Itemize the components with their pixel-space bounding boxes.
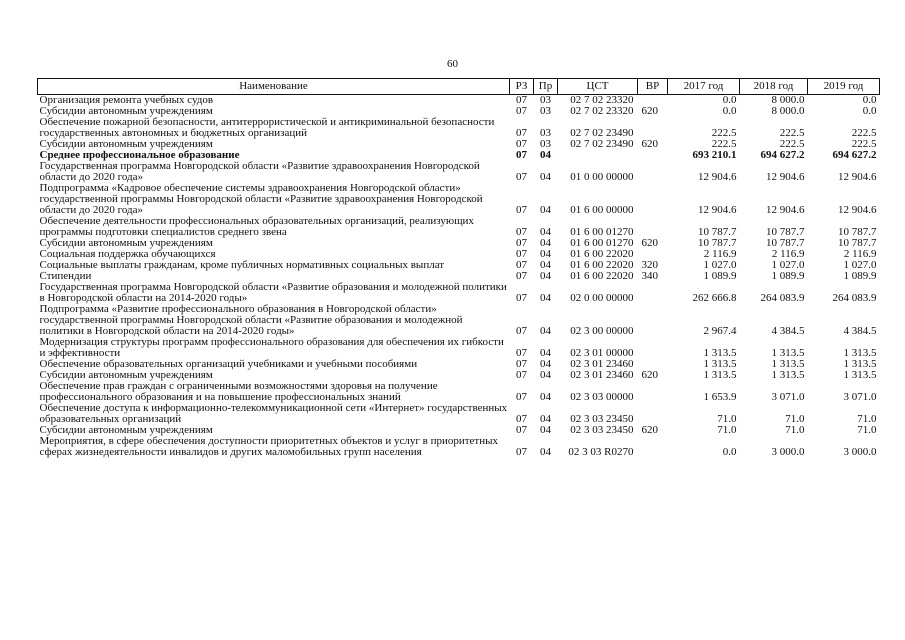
row-vr	[638, 117, 668, 139]
row-pr: 04	[540, 149, 551, 161]
header-2019: 2019 год	[808, 79, 880, 95]
row-2017-value: 71.0	[717, 424, 737, 436]
row-2018-value: 1 313.5	[771, 358, 805, 370]
row-name: Субсидии автономным учреждениям	[39, 237, 213, 249]
table-row	[38, 282, 880, 304]
row-cst: 02 3 01 00000	[570, 347, 634, 359]
row-cst: 02 3 01 23460	[570, 358, 634, 370]
table-row	[38, 337, 880, 359]
row-2018-value: 71.0	[785, 424, 805, 436]
row-vr	[638, 304, 668, 337]
row-2018-value: 264 083.9	[760, 292, 805, 304]
row-cst: 01 6 00 22020	[570, 270, 634, 282]
row-name: Подпрограмма «Развитие профессионального образования в Новгородской области» государственной программы Новгородской области «Развитие образования и молодежной политики в Новгородской области на 2014-2020 годы»	[39, 303, 463, 337]
table-row	[38, 304, 880, 337]
row-2017-value: 0.0	[722, 94, 737, 106]
row-name: Стипендии	[39, 270, 92, 282]
row-name: Государственная программа Новгородской области «Развитие образования и молодежной политики в Новгородской области на 2014-2020 годы»	[39, 281, 507, 304]
row-2019-value: 12 904.6	[838, 171, 877, 183]
row-pr: 04	[540, 226, 551, 238]
table-body	[38, 95, 880, 459]
row-vr	[638, 436, 668, 458]
row-2019-value: 1 027.0	[843, 259, 877, 271]
row-2018-value: 12 904.6	[766, 204, 805, 216]
header-cst: ЦСТ	[558, 79, 638, 95]
row-2017-value: 1 089.9	[703, 270, 737, 282]
row-2018-value: 8 000.0	[771, 94, 805, 106]
row-vr	[638, 216, 668, 238]
table-row	[38, 403, 880, 425]
row-cst: 01 6 00 01270	[570, 237, 634, 249]
row-2019-value: 0.0	[862, 105, 877, 117]
table-row	[38, 260, 880, 271]
row-cst: 01 6 00 22020	[570, 248, 634, 260]
row-name: Мероприятия, в сфере обеспечения доступности приоритетных объектов и услуг в приоритетных сферах жизнедеятельности инвалидов и других маломобильных групп населения	[39, 435, 499, 458]
row-pr: 04	[540, 358, 551, 370]
row-cst: 02 3 03 00000	[570, 391, 634, 403]
row-cst: 01 0 00 00000	[570, 171, 634, 183]
row-rz: 07	[516, 127, 527, 139]
row-2017-value: 0.0	[722, 105, 737, 117]
row-vr	[638, 183, 668, 216]
row-rz: 07	[516, 237, 527, 249]
row-cst: 02 0 00 00000	[570, 292, 634, 304]
row-rz: 07	[516, 270, 527, 282]
row-vr: 320	[641, 259, 658, 271]
row-vr: 620	[641, 237, 658, 249]
row-vr	[638, 337, 668, 359]
row-2019-value: 222.5	[851, 138, 877, 150]
row-name: Социальные выплаты гражданам, кроме публичных нормативных социальных выплат	[39, 259, 445, 271]
row-rz: 07	[516, 424, 527, 436]
header-vr: ВР	[638, 79, 668, 95]
row-2018-value: 1 089.9	[771, 270, 805, 282]
row-rz: 07	[516, 446, 527, 458]
row-name: Обеспечение образовательных организаций учебниками и учебными пособиями	[39, 358, 418, 370]
row-2017-value: 0.0	[722, 446, 737, 458]
row-2017-value: 12 904.6	[698, 171, 737, 183]
header-rz: РЗ	[510, 79, 534, 95]
row-name: Среднее профессиональное образование	[39, 149, 240, 161]
budget-table	[37, 78, 880, 458]
row-pr: 04	[540, 237, 551, 249]
row-2017-value: 71.0	[717, 413, 737, 425]
table-row	[38, 117, 880, 139]
row-name: Подпрограмма «Кадровое обеспечение системы здравоохранения Новгородской области» государственной программы Новгородской области «Развитие здравоохранения Новгородской области до 2020 года»	[39, 182, 483, 216]
table-row	[38, 183, 880, 216]
row-2017-value: 2 967.4	[703, 325, 737, 337]
row-name: Обеспечение пожарной безопасности, антитеррористической и антикриминальной безопасности государственных автономных и бюджетных организаций	[39, 116, 495, 139]
row-2017-value: 693 210.1	[692, 149, 737, 161]
row-2017-value: 1 313.5	[703, 369, 737, 381]
row-cst: 02 7 02 23490	[570, 138, 634, 150]
row-2019-value: 1 313.5	[843, 358, 877, 370]
row-2018-value: 694 627.2	[760, 149, 805, 161]
row-rz: 07	[516, 248, 527, 260]
row-rz: 07	[516, 105, 527, 117]
row-pr: 04	[540, 259, 551, 271]
row-pr: 04	[540, 369, 551, 381]
row-2019-value: 264 083.9	[832, 292, 877, 304]
row-2018-value: 8 000.0	[771, 105, 805, 117]
row-2019-value: 3 000.0	[843, 446, 877, 458]
row-2017-value: 12 904.6	[698, 204, 737, 216]
row-pr: 04	[540, 446, 551, 458]
row-cst: 02 3 01 23460	[570, 369, 634, 381]
row-2019-value: 1 313.5	[843, 369, 877, 381]
row-2017-value: 2 116.9	[703, 248, 737, 260]
row-vr	[638, 381, 668, 403]
table-row	[38, 161, 880, 183]
row-rz: 07	[516, 149, 527, 161]
row-vr: 620	[641, 138, 658, 150]
row-name: Субсидии автономным учреждениям	[39, 424, 213, 436]
row-name: Организация ремонта учебных судов	[39, 94, 214, 106]
row-pr: 04	[540, 424, 551, 436]
row-2019-value: 3 071.0	[843, 391, 877, 403]
row-2017-value: 1 653.9	[703, 391, 737, 403]
row-2017-value: 1 313.5	[703, 347, 737, 359]
row-pr: 04	[540, 391, 551, 403]
row-cst: 02 3 00 00000	[570, 325, 634, 337]
row-vr	[638, 150, 668, 161]
row-pr: 03	[540, 105, 551, 117]
row-rz: 07	[516, 204, 527, 216]
row-cst	[558, 150, 638, 161]
row-name: Обеспечение прав граждан с ограниченными возможностями здоровья на получение профессионального образования и на повышение профессиональных знаний	[39, 380, 438, 403]
row-pr: 03	[540, 138, 551, 150]
row-rz: 07	[516, 292, 527, 304]
row-2018-value: 2 116.9	[771, 248, 805, 260]
row-cst: 02 7 02 23320	[570, 105, 634, 117]
row-2018-value: 10 787.7	[766, 237, 805, 249]
row-2018-value: 12 904.6	[766, 171, 805, 183]
row-2018-value: 71.0	[785, 413, 805, 425]
row-2018-value: 1 027.0	[771, 259, 805, 271]
table-row	[38, 216, 880, 238]
row-vr: 340	[641, 270, 658, 282]
row-pr: 04	[540, 204, 551, 216]
header-2018: 2018 год	[740, 79, 808, 95]
row-rz: 07	[516, 369, 527, 381]
row-pr: 04	[540, 292, 551, 304]
row-cst: 01 6 00 00000	[570, 204, 634, 216]
row-name: Субсидии автономным учреждениям	[39, 138, 213, 150]
row-pr: 04	[540, 270, 551, 282]
row-rz: 07	[516, 259, 527, 271]
row-2019-value: 4 384.5	[843, 325, 877, 337]
page-number: 60	[447, 58, 458, 70]
row-cst: 02 3 03 R0270	[568, 446, 634, 458]
row-2019-value: 1 313.5	[843, 347, 877, 359]
row-name: Социальная поддержка обучающихся	[39, 248, 216, 260]
row-cst: 02 7 02 23320	[570, 94, 634, 106]
row-2019-value: 10 787.7	[838, 237, 877, 249]
row-2019-value: 0.0	[862, 94, 877, 106]
row-rz: 07	[516, 358, 527, 370]
row-2017-value: 1 313.5	[703, 358, 737, 370]
row-2019-value: 71.0	[857, 413, 877, 425]
row-2018-value: 1 313.5	[771, 347, 805, 359]
row-pr: 04	[540, 171, 551, 183]
row-2018-value: 4 384.5	[771, 325, 805, 337]
row-vr: 620	[641, 424, 658, 436]
table-header-row	[38, 79, 880, 95]
row-2018-value: 10 787.7	[766, 226, 805, 238]
header-2017: 2017 год	[668, 79, 740, 95]
row-2017-value: 222.5	[711, 138, 737, 150]
row-rz: 07	[516, 347, 527, 359]
row-vr	[638, 161, 668, 183]
row-name: Модернизация структуры программ профессионального образования для обеспечения их гибкости и эффективности	[39, 336, 504, 359]
row-pr: 04	[540, 347, 551, 359]
row-2019-value: 71.0	[857, 424, 877, 436]
row-cst: 01 6 00 22020	[570, 259, 634, 271]
row-2019-value: 10 787.7	[838, 226, 877, 238]
row-cst: 02 7 02 23490	[570, 127, 634, 139]
row-2017-value: 222.5	[711, 127, 737, 139]
row-pr: 03	[540, 94, 551, 106]
row-2019-value: 1 089.9	[843, 270, 877, 282]
row-2019-value: 12 904.6	[838, 204, 877, 216]
row-2019-value: 694 627.2	[832, 149, 877, 161]
table-row	[38, 381, 880, 403]
row-2019-value: 222.5	[851, 127, 877, 139]
row-cst: 01 6 00 01270	[570, 226, 634, 238]
row-rz: 07	[516, 391, 527, 403]
row-pr: 04	[540, 413, 551, 425]
row-vr	[638, 282, 668, 304]
row-2017-value: 10 787.7	[698, 237, 737, 249]
row-2018-value: 3 000.0	[771, 446, 805, 458]
row-name: Обеспечение доступа к информационно-телекоммуникационной сети «Интернет» государственных образовательных организаций	[39, 402, 508, 425]
table-row	[38, 436, 880, 458]
row-vr: 620	[641, 105, 658, 117]
row-pr: 04	[540, 325, 551, 337]
row-2018-value: 222.5	[779, 127, 805, 139]
row-name: Субсидии автономным учреждениям	[39, 369, 213, 381]
row-2017-value: 10 787.7	[698, 226, 737, 238]
row-vr	[638, 403, 668, 425]
row-2017-value: 1 027.0	[703, 259, 737, 271]
row-2018-value: 3 071.0	[771, 391, 805, 403]
row-rz: 07	[516, 226, 527, 238]
row-vr: 620	[641, 369, 658, 381]
row-cst: 02 3 03 23450	[570, 413, 634, 425]
row-cst: 02 3 03 23450	[570, 424, 634, 436]
row-name: Обеспечение деятельности профессиональных образовательных организаций, реализующих программы подготовки специалистов среднего звена	[39, 215, 474, 238]
row-2019-value: 2 116.9	[843, 248, 877, 260]
row-rz: 07	[516, 171, 527, 183]
row-rz: 07	[516, 413, 527, 425]
row-name: Субсидии автономным учреждениям	[39, 105, 213, 117]
row-2017-value: 262 666.8	[692, 292, 737, 304]
row-2018-value: 1 313.5	[771, 369, 805, 381]
row-name: Государственная программа Новгородской области «Развитие здравоохранения Новгородской области до 2020 года»	[39, 160, 480, 183]
header-pr: Пр	[534, 79, 558, 95]
row-rz: 07	[516, 94, 527, 106]
row-pr: 04	[540, 248, 551, 260]
row-rz: 07	[516, 325, 527, 337]
header-name: Наименование	[38, 79, 510, 95]
row-2018-value: 222.5	[779, 138, 805, 150]
row-pr: 03	[540, 127, 551, 139]
row-rz: 07	[516, 138, 527, 150]
